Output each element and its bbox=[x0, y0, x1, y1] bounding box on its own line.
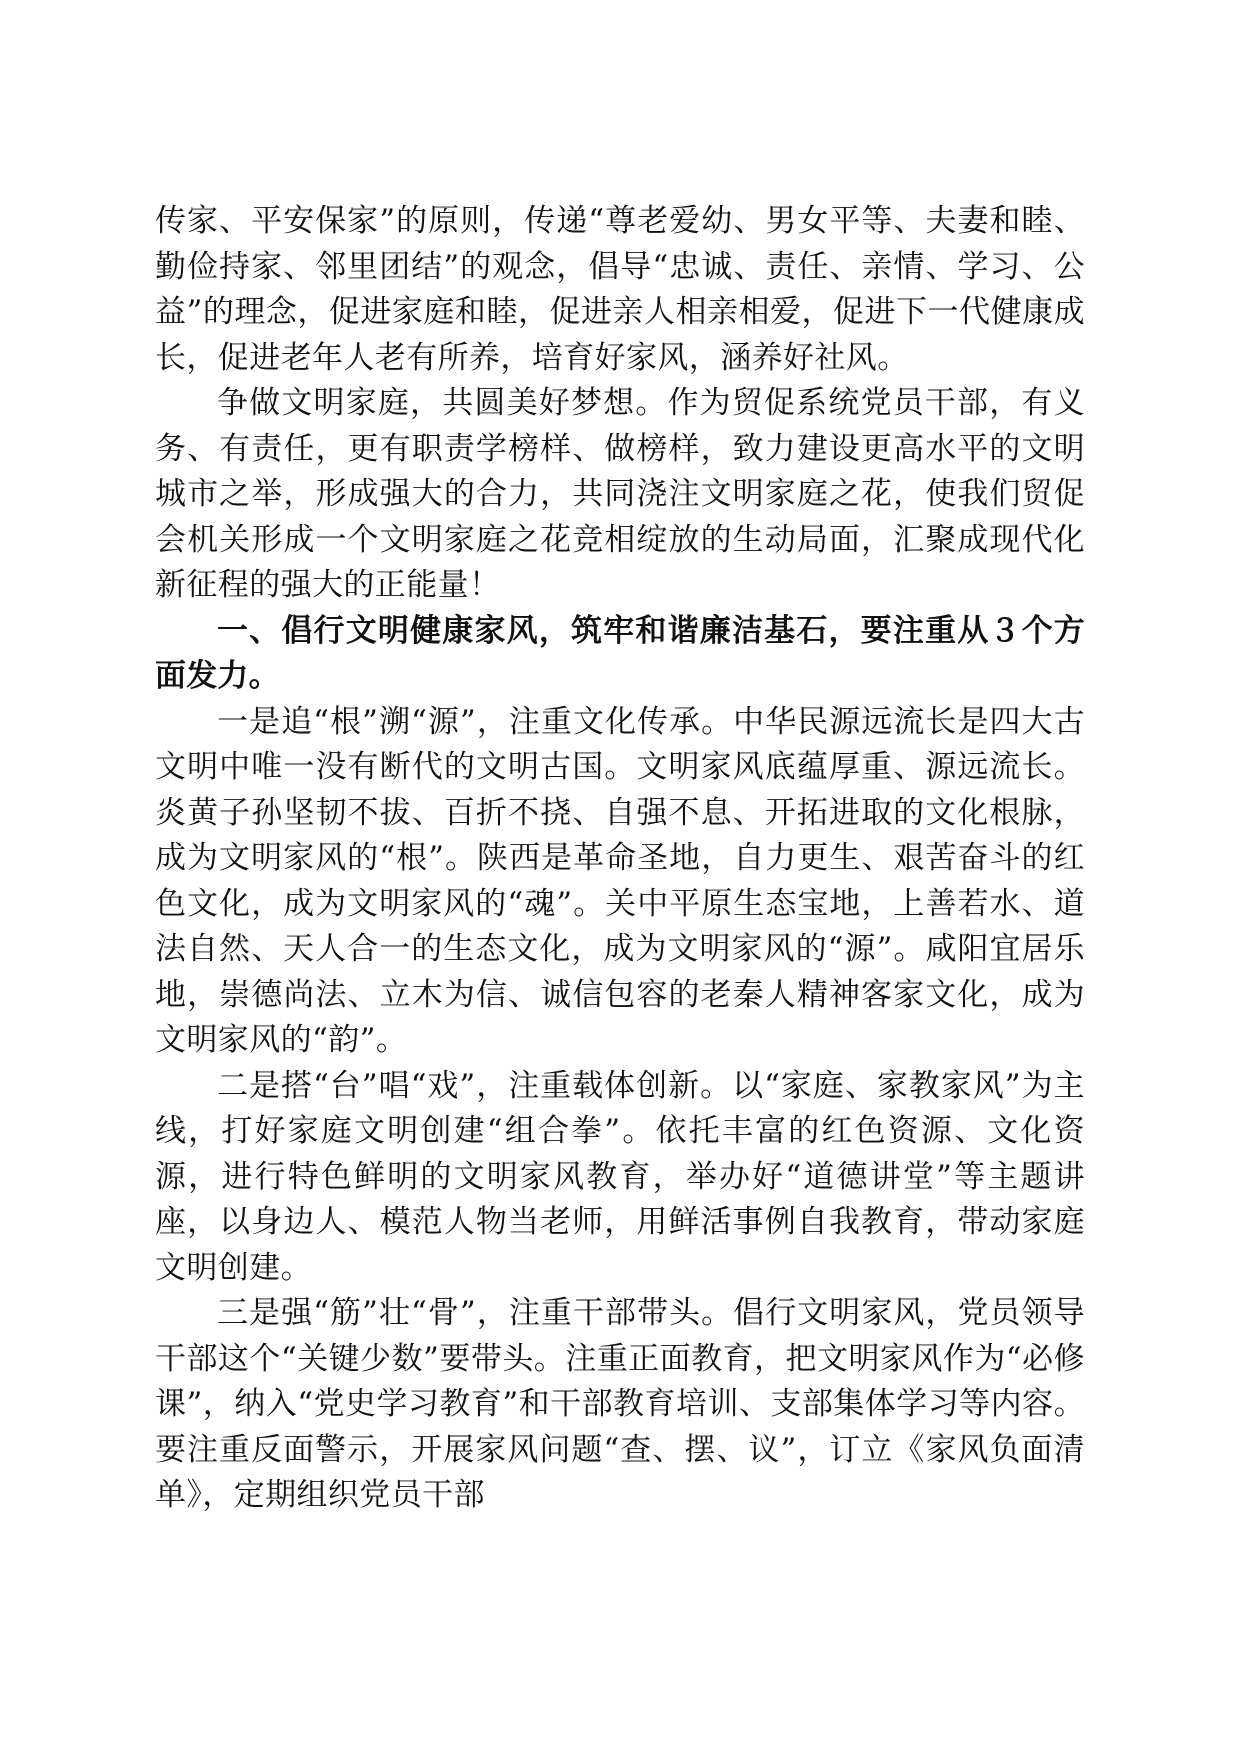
document-body bbox=[155, 199, 1085, 1519]
paragraph-point-one: 一是追“根”溯“源”，注重文化传承。中华民源远流长是四大古文明中唯一没有断代的文明古国。文明家风底蕴厚重、源远流长。炎黄子孙坚韧不拔、百折不挠、自强不息、开拓进取的文化根脉，成为文明家风的“根”。陕西是革命圣地，自力更生、艰苦奋斗的红色文化，成为文明家风的“魂”。关中平原生态宝地，上善若水、道法自然、天人合一的生态文化，成为文明家风的“源”。咸阳宜居乐地，崇德尚法、立木为信、诚信包容的老秦人精神客家文化，成为文明家风的“韵”。 bbox=[155, 703, 1085, 1058]
paragraph-civilized-family: 争做文明家庭，共圆美好梦想。作为贸促系统党员干部，有义务、有责任，更有职责学榜样、做榜样，致力建设更高水平的文明城市之举，形成强大的合力，共同浇注文明家庭之花，使我们贸促会机关形成一个文明家庭之花竞相绽放的生动局面，汇聚成现代化新征程的强大的正能量！ bbox=[155, 385, 1085, 603]
paragraph-point-three: 三是强“筋”壮“骨”，注重干部带头。倡行文明家风，党员领导干部这个“关键少数”要带头。注重正面教育，把文明家风作为“必修课”，纳入“党史学习教育”和干部教育培训、支部集体学习等内容。要注重反面警示，开展家风问题“查、摆、议”，订立《家风负面清单》，定期组织党员干部 bbox=[155, 1295, 1085, 1513]
paragraph-point-two: 二是搭“台”唱“戏”，注重载体创新。以“家庭、家教家风”为主线，打好家庭文明创建“组合拳”。依托丰富的红色资源、文化资源，进行特色鲜明的文明家风教育，举办好“道德讲堂”等主题讲座，以身边人、模范人物当老师，用鲜活事例自我教育，带动家庭文明创建。 bbox=[155, 1067, 1085, 1286]
section-heading-one: 一、倡行文明健康家风，筑牢和谐廉洁基石，要注重从３个方面发力。 bbox=[155, 612, 1085, 694]
paragraph-continuation: 传家、平安保家”的原则，传递“尊老爱幼、男女平等、夫妻和睦、勤俭持家、邻里团结”的观念，倡导“忠诚、责任、亲情、学习、公益”的理念，促进家庭和睦，促进亲人相亲相爱，促进下一代健康成长，促进老年人老有所养，培育好家风，涵养好社风。 bbox=[155, 203, 1085, 376]
